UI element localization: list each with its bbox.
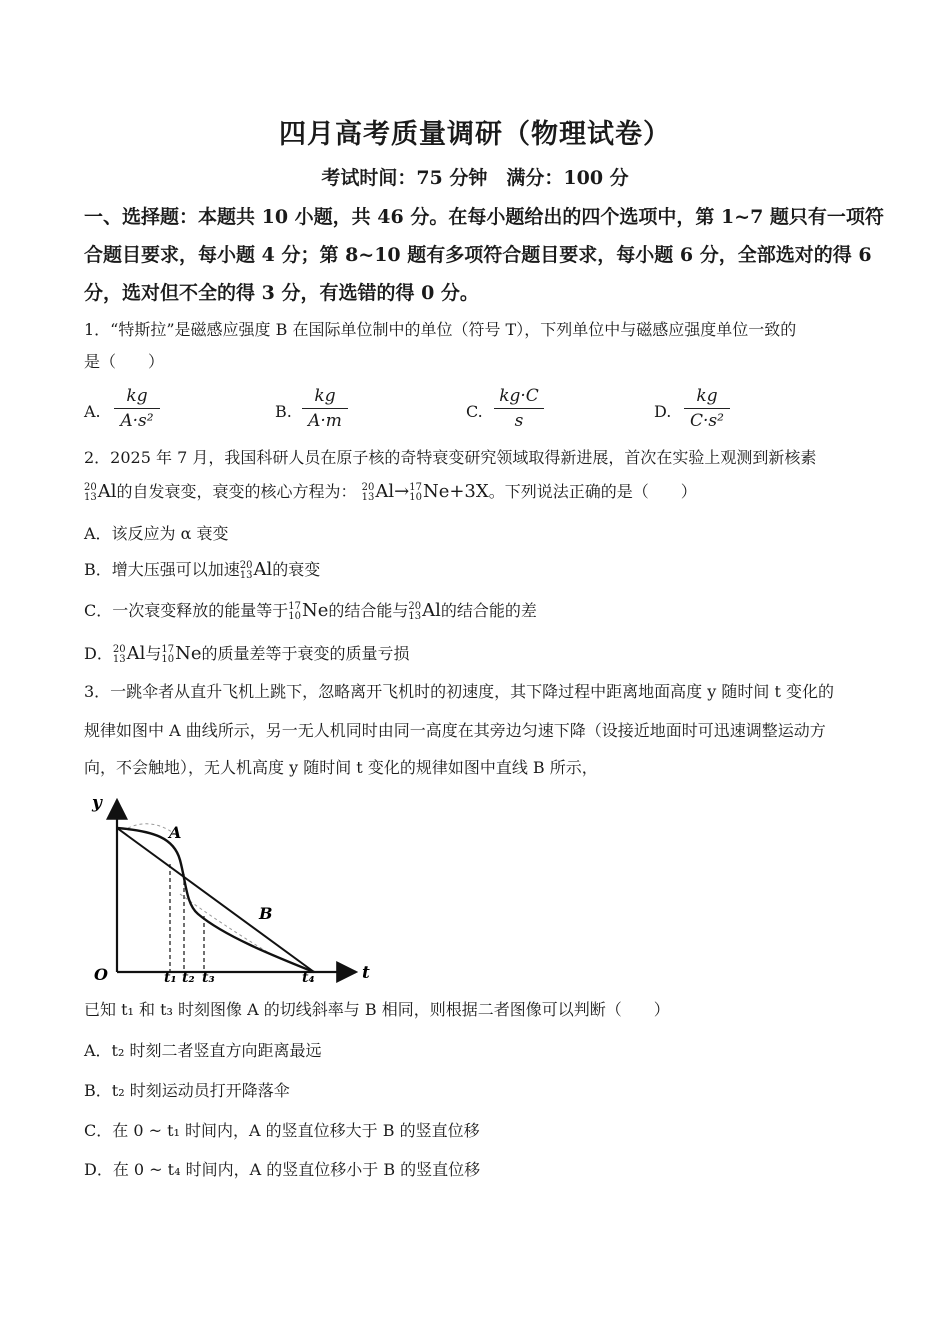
page-title: 四月高考质量调研（物理试卷） <box>279 119 671 150</box>
element-symbol: Al <box>97 481 117 502</box>
atomic-number: 13 <box>361 491 375 503</box>
line-b <box>117 828 314 972</box>
fraction-denominator: s <box>514 411 524 431</box>
option-text: 的衰变 <box>272 560 321 579</box>
tick-t3: t₃ <box>202 970 215 986</box>
element-symbol: Ne <box>175 643 202 664</box>
nuclide-al <box>240 560 273 581</box>
element-symbol: Al <box>253 559 273 580</box>
tick-t4: t₄ <box>302 970 315 986</box>
nuclide-al <box>408 601 441 622</box>
atomic-number: 13 <box>112 653 126 665</box>
mass-number: 20 <box>84 481 97 493</box>
q1-option-b-letter: B. <box>275 402 292 421</box>
atomic-number: 10 <box>409 491 422 503</box>
mass-number: 17 <box>288 600 301 612</box>
motion-graph <box>84 786 384 986</box>
option-text: 的质量差等于衰变的质量亏损 <box>201 644 410 663</box>
q3-condition: 已知 t₁ 和 t₃ 时刻图像 A 的切线斜率与 B 相同，则根据二者图像可以判断（ ） <box>84 1000 670 1019</box>
q1-option-a-fraction <box>114 386 160 431</box>
q2-option-d <box>84 644 410 665</box>
option-text: D． <box>84 644 113 663</box>
q3-option-c: C．在 0 ~ t₁ 时间内，A 的竖直位移大于 B 的竖直位移 <box>84 1121 480 1140</box>
element-symbol: Ne <box>301 600 329 621</box>
nuclide-al <box>84 482 117 503</box>
mass-number: 20 <box>239 559 253 571</box>
tick-t2: t₂ <box>182 970 195 986</box>
q2-stem: 2．2025 年 7 月，我国科研人员在原子核的奇特衰变研究领域取得新进展，首次在实验上观测到新核素 <box>84 448 817 467</box>
atomic-number: 13 <box>239 569 253 581</box>
q1-stem-cont: 是（ ） <box>84 352 165 371</box>
instruction-line: 一、选择题：本题共 10 小题，共 46 分。在每小题给出的四个选项中，第 1~7 题只有一项符 <box>84 206 884 228</box>
q1-option-b-fraction <box>302 386 348 431</box>
fraction-numerator: kg·C <box>494 386 544 409</box>
q3-stem: 3．一跳伞者从直升飞机上跳下，忽略离开飞机时的初速度，其下降过程中距离地面高度 y 随时间 t 变化的 <box>84 682 834 701</box>
q2-option-a: A．该反应为 α 衰变 <box>84 524 229 543</box>
mass-number: 20 <box>408 600 422 612</box>
element-symbol: Ne <box>422 481 450 502</box>
nuclide-ne <box>288 601 328 622</box>
element-symbol: Al <box>422 600 441 621</box>
q2-text: 。下列说法正确的是（ ） <box>488 482 697 501</box>
atomic-number: 10 <box>161 653 175 665</box>
exam-info: 考试时间：75 分钟 满分：100 分 <box>321 167 629 189</box>
q3-option-d: D．在 0 ~ t₄ 时间内，A 的竖直位移小于 B 的竖直位移 <box>84 1160 481 1179</box>
reaction-arrow: → <box>394 481 410 502</box>
option-text: B．增大压强可以加速 <box>84 560 240 579</box>
mass-number: 20 <box>112 643 126 655</box>
x-axis-label: t <box>362 963 370 983</box>
option-text: 与 <box>145 644 162 663</box>
fraction-denominator: A·s² <box>120 411 154 431</box>
fraction-denominator: A·m <box>308 411 342 431</box>
nuclide-ne <box>409 482 449 503</box>
option-text: 的结合能的差 <box>440 601 537 620</box>
q3-option-b: B．t₂ 时刻运动员打开降落伞 <box>84 1081 290 1100</box>
atomic-number: 10 <box>288 610 301 622</box>
origin-label: O <box>94 965 108 984</box>
q2-text: 的自发衰变，衰变的核心方程为： <box>116 482 357 501</box>
q1-option-a-letter: A. <box>84 402 101 421</box>
reaction-product: +3X <box>449 481 489 502</box>
q3-option-a: A．t₂ 时刻二者竖直方向距离最远 <box>84 1041 322 1060</box>
option-text: C．一次衰变释放的能量等于 <box>84 601 289 620</box>
element-symbol: Al <box>126 643 146 664</box>
nuclide-al <box>113 644 146 665</box>
q1-option-c-fraction <box>494 386 544 431</box>
mass-number: 17 <box>409 481 422 493</box>
instruction-line: 分，选对但不全的得 3 分，有选错的得 0 分。 <box>84 282 479 304</box>
fraction-numerator: kg <box>684 386 730 409</box>
q1-option-d-fraction <box>684 386 730 431</box>
fraction-numerator: kg <box>114 386 160 409</box>
fraction-numerator: kg <box>302 386 348 409</box>
nuclide-al <box>362 482 395 503</box>
mass-number: 20 <box>361 481 375 493</box>
instruction-line: 合题目要求，每小题 4 分；第 8~10 题有多项符合题目要求，每小题 6 分，全部选对的得 6 <box>84 244 872 266</box>
q2-stem-cont <box>84 482 697 503</box>
atomic-number: 13 <box>408 610 422 622</box>
q3-stem-cont: 向，不会触地），无人机高度 y 随时间 t 变化的规律如图中直线 B 所示， <box>84 758 598 777</box>
line-b-label: B <box>259 904 273 923</box>
curve-a-label: A <box>169 823 182 842</box>
option-text: 的结合能与 <box>328 601 409 620</box>
atomic-number: 13 <box>84 491 97 503</box>
q1-option-d-letter: D. <box>654 402 672 421</box>
q3-stem-cont: 规律如图中 A 曲线所示，另一无人机同时由同一高度在其旁边匀速下降（设接近地面时可迅速调整运动方 <box>84 721 826 740</box>
mass-number: 17 <box>161 643 175 655</box>
section-instructions <box>84 198 884 312</box>
y-axis-label: y <box>92 793 102 813</box>
tick-t1: t₁ <box>164 970 177 986</box>
element-symbol: Al <box>375 481 395 502</box>
nuclide-ne <box>161 644 201 665</box>
q1-stem: 1．“特斯拉”是磁感应强度 B 在国际单位制中的单位（符号 T），下列单位中与磁感应强度单位一致的 <box>84 320 797 339</box>
q1-option-c-letter: C. <box>466 402 483 421</box>
fraction-denominator: C·s² <box>690 411 724 431</box>
q2-option-c <box>84 601 537 622</box>
q2-option-b <box>84 560 320 581</box>
